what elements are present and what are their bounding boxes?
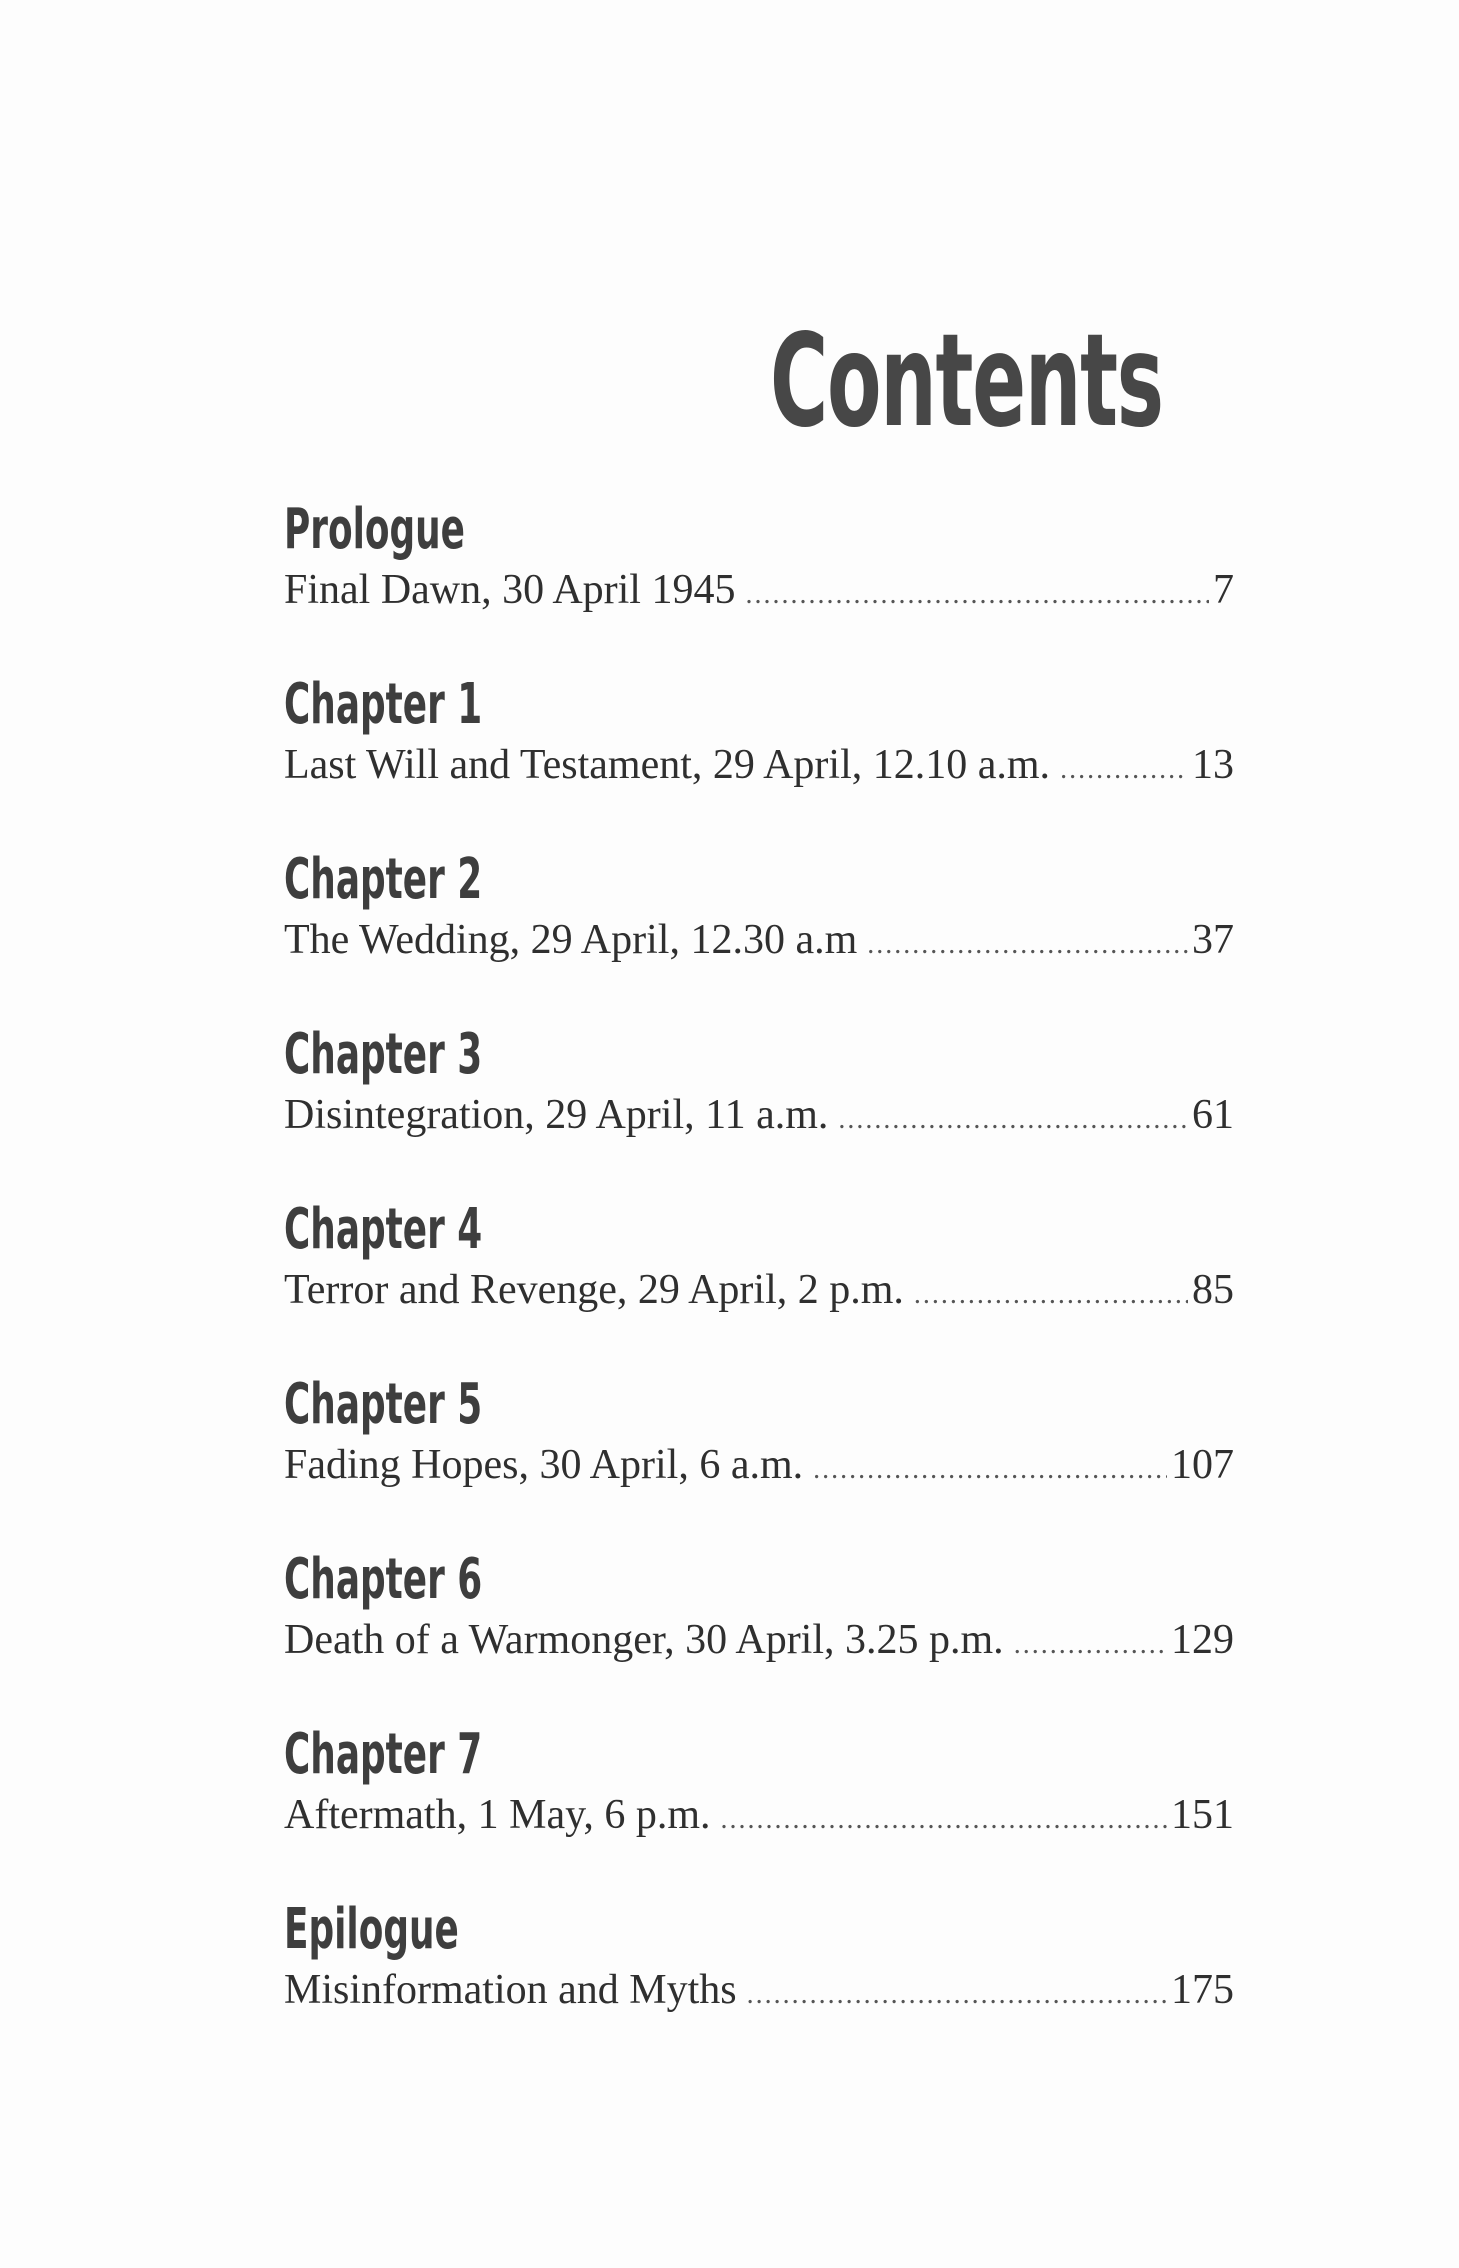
dot-leader (1060, 742, 1188, 798)
toc-line (284, 1787, 1234, 1848)
page-number: 61 (1192, 1092, 1234, 1138)
toc-entry-chapter-4 (284, 1197, 1234, 1375)
toc-entry-chapter-7 (284, 1722, 1234, 1900)
page-number: 13 (1192, 742, 1234, 788)
toc-line (284, 1437, 1234, 1498)
toc-entry-prologue (284, 497, 1234, 675)
toc-line (284, 1262, 1234, 1323)
toc-entry-title: Terror and Revenge, 29 April, 2 p.m. (284, 1267, 904, 1313)
toc-heading: Chapter 3 (284, 1022, 483, 1087)
dot-leader (813, 1442, 1167, 1498)
toc-entry-chapter-5 (284, 1372, 1234, 1550)
page-title: Contents (770, 307, 1163, 456)
toc-line (284, 737, 1234, 798)
toc-heading: Chapter 5 (284, 1372, 483, 1437)
dot-leader (747, 1967, 1167, 2023)
dot-leader (745, 567, 1209, 623)
page-number: 107 (1171, 1442, 1234, 1488)
toc-entry-title: The Wedding, 29 April, 12.30 a.m (284, 917, 858, 963)
page-number: 151 (1171, 1792, 1234, 1838)
toc-heading: Chapter 7 (284, 1722, 483, 1787)
page-number: 175 (1171, 1967, 1234, 2013)
toc-line (284, 562, 1234, 623)
toc-entry-chapter-6 (284, 1547, 1234, 1725)
toc-heading: Chapter 1 (284, 672, 483, 737)
toc-entry-title: Aftermath, 1 May, 6 p.m. (284, 1792, 711, 1838)
toc-entry-title: Misinformation and Myths (284, 1967, 737, 2013)
page-number: 7 (1213, 567, 1234, 613)
dot-leader (1014, 1617, 1167, 1673)
toc-entry-title: Final Dawn, 30 April 1945 (284, 567, 736, 613)
toc-entry-title: Last Will and Testament, 29 April, 12.10 a.m. (284, 742, 1051, 788)
toc-heading: Chapter 6 (284, 1547, 483, 1612)
toc-heading: Chapter 2 (284, 847, 483, 912)
dot-leader (838, 1092, 1188, 1148)
page-number: 37 (1192, 917, 1234, 963)
toc-line (284, 1612, 1234, 1673)
toc-heading: Prologue (284, 497, 465, 562)
toc-line (284, 912, 1234, 973)
toc-entry-chapter-3 (284, 1022, 1234, 1200)
page-number: 129 (1171, 1617, 1234, 1663)
toc-entry-chapter-2 (284, 847, 1234, 1025)
dot-leader (721, 1792, 1167, 1848)
toc-heading: Epilogue (284, 1897, 459, 1962)
toc-entry-title: Fading Hopes, 30 April, 6 a.m. (284, 1442, 804, 1488)
toc-entry-chapter-1 (284, 672, 1234, 850)
table-of-contents (284, 497, 1234, 2075)
toc-entry-title: Death of a Warmonger, 30 April, 3.25 p.m. (284, 1617, 1004, 1663)
toc-entry-epilogue (284, 1897, 1234, 2075)
page-number: 85 (1192, 1267, 1234, 1313)
dot-leader (914, 1267, 1188, 1323)
dot-leader (867, 917, 1188, 973)
toc-entry-title: Disintegration, 29 April, 11 a.m. (284, 1092, 829, 1138)
toc-line (284, 1087, 1234, 1148)
toc-heading: Chapter 4 (284, 1197, 483, 1262)
toc-line (284, 1962, 1234, 2023)
